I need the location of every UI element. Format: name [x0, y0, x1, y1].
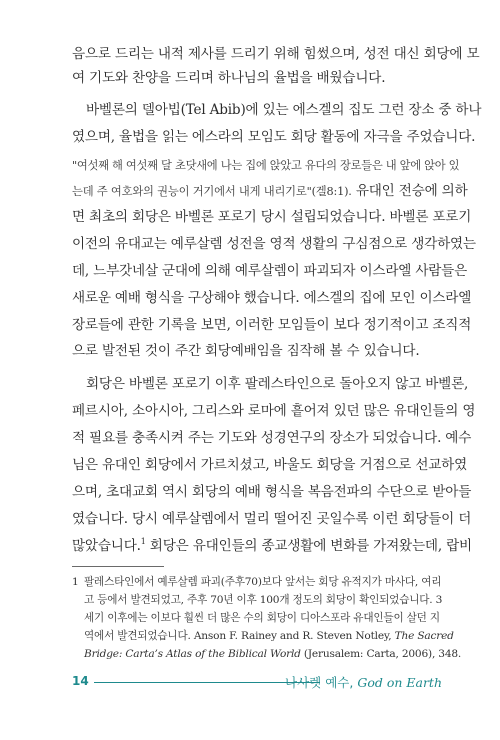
body-line: 적 필요를 충족시켜 주는 기도와 성경연구의 장소가 되었습니다. 예수	[72, 430, 472, 446]
footnote-line	[72, 574, 442, 592]
footnote-text: 역에서 발견되었습니다. Anson F. Rainey and R. Steven Notley,	[84, 630, 392, 642]
body-line: 으며, 초대교회 역시 회당의 예배 형식을 복음전파의 수단으로 받아들	[72, 484, 472, 500]
footnote-line	[72, 646, 462, 664]
book-title-english: God on Earth	[357, 675, 442, 690]
footnote-line	[72, 628, 454, 646]
body-line: 장로들에 관한 기록을 보면, 이러한 모임들이 보다 정기적이고 조직적	[72, 317, 472, 333]
body-line: 이전의 유대교는 예루살렘 성전을 영적 생활의 구심점으로 생각하였는	[72, 236, 476, 252]
body-line	[72, 181, 468, 202]
body-line: 음으로 드리는 내적 제사를 드리기 위해 힘썼으며, 성전 대신 회당에 모	[72, 46, 480, 62]
body-line	[72, 536, 472, 556]
footnote-divider	[72, 566, 164, 567]
quotation-line: "여섯째 해 여섯째 달 초닷새에 나는 집에 앉았고 유다의 장로들은 내 앞에 앉아 있	[72, 159, 460, 172]
book-title	[285, 673, 442, 691]
paragraph-start-line: 바벨론의 델아빕(Tel Abib)에 있는 에스겔의 집도 그런 장소 중 하나	[86, 102, 482, 118]
body-line: 새로운 예배 형식을 구상해야 했습니다. 에스겔의 집에 모인 이스라엘	[72, 290, 472, 306]
body-line: 페르시아, 소아시아, 그리스와 로마에 흩어져 있던 많은 유대인들의 영	[72, 403, 476, 419]
body-line: 님은 유대인 회당에서 가르치셨고, 바울도 회당을 거점으로 선교하였	[72, 457, 468, 473]
body-line-text: 많았습니다.	[72, 538, 141, 554]
body-line-text: 회당은 유대인들의 종교생활에 변화를 가져왔는데, 랍비	[145, 538, 472, 554]
body-line: 데, 느부갓네살 군대에 의해 예루살렘이 파괴되자 이스라엘 사람들은	[72, 263, 468, 279]
page-number: 14	[72, 674, 89, 688]
footnote-text: 팔레스타인에서 예루살렘 파괴(주후70)보다 앞서는 회당 유적지가 마사다, 여리	[84, 576, 442, 588]
body-line: 였습니다. 당시 예루살렘에서 멀리 떨어진 곳일수록 이런 회당들이 더	[72, 511, 472, 527]
paragraph-start-line: 회당은 바벨론 포로기 이후 팔레스타인으로 돌아오지 않고 바벨론,	[86, 376, 469, 392]
footnote-number: 1	[72, 576, 79, 588]
footnote-citation-title: Bridge: Carta’s Atlas of the Biblical World	[84, 648, 301, 660]
footnote-line: 세기 이후에는 이보다 훨씬 더 많은 수의 회당이 디아스포라 유대인들이 살던 지	[84, 612, 440, 624]
footnote-citation-title: The Sacred	[391, 630, 454, 642]
footnote-line: 고 등에서 발견되었고, 주후 70년 이후 100개 정도의 회당이 확인되었습니다. 3	[84, 594, 443, 606]
footnote-text: (Jerusalem: Carta, 2006), 348.	[300, 648, 462, 660]
body-line: 였으며, 율법을 읽는 에스라의 모임도 회당 활동에 자극을 주었습니다.	[72, 129, 476, 145]
body-line: 으로 발전된 것이 주간 회당예배임을 짐작해 볼 수 있습니다.	[72, 343, 420, 359]
body-line: 여 기도와 찬양을 드리며 하나님의 율법을 배웠습니다.	[72, 70, 386, 86]
body-line: 면 최초의 회당은 바벨론 포로기 당시 설립되었습니다. 바벨론 포로기	[72, 209, 472, 225]
page-footer	[72, 674, 442, 694]
footnote-marker[interactable]: 1	[140, 537, 146, 546]
book-title-korean: 나사렛 예수,	[285, 675, 358, 690]
quotation-line-end: 는데 주 여호와의 권능이 거기에서 내게 내리기로"(겔8:1).	[72, 185, 352, 198]
body-line-text: 유대인 전승에 의하	[351, 183, 468, 199]
